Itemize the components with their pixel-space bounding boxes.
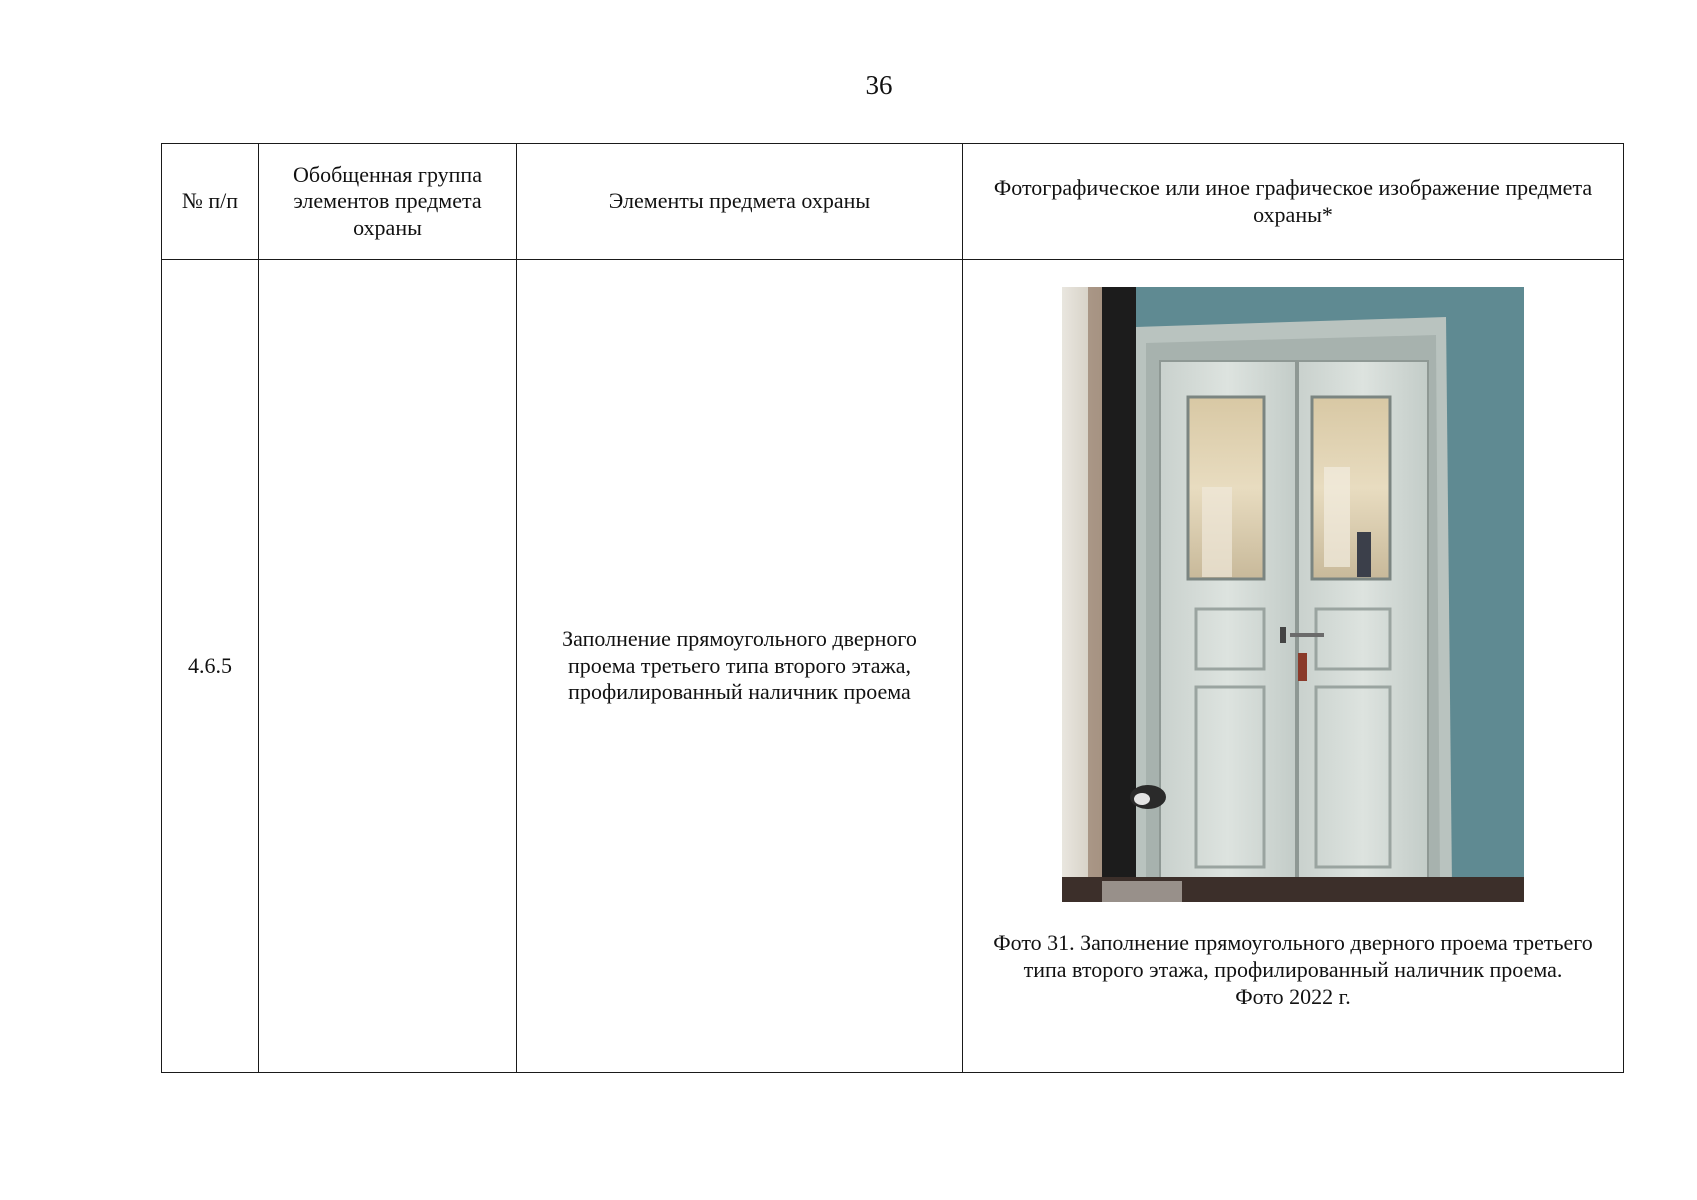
row-elements: Заполнение прямоугольного дверного проема третьего типа второго этажа, профилированный наличник проема [517,260,963,1073]
photo-caption-text: Фото 31. Заполнение прямоугольного дверного проема третьего типа второго этажа, профилированный наличник проема. [993,930,1593,982]
photo-caption [975,930,1611,1010]
header-group: Обобщенная группа элементов предмета охраны [259,144,517,260]
door-photo [1062,287,1524,902]
row-group [259,260,517,1073]
header-image: Фотографическое или иное графическое изображение предмета охраны* [963,144,1624,260]
row-num: 4.6.5 [162,260,259,1073]
protection-subject-table [161,143,1624,1073]
page-number: 36 [865,70,893,100]
header-elements: Элементы предмета охраны [517,144,963,260]
header-num: № п/п [162,144,259,260]
row-photo-cell [963,260,1624,1073]
table-row [162,260,1624,1073]
photo-caption-year: Фото 2022 г. [1235,983,1351,1009]
table-header-row [162,144,1624,260]
